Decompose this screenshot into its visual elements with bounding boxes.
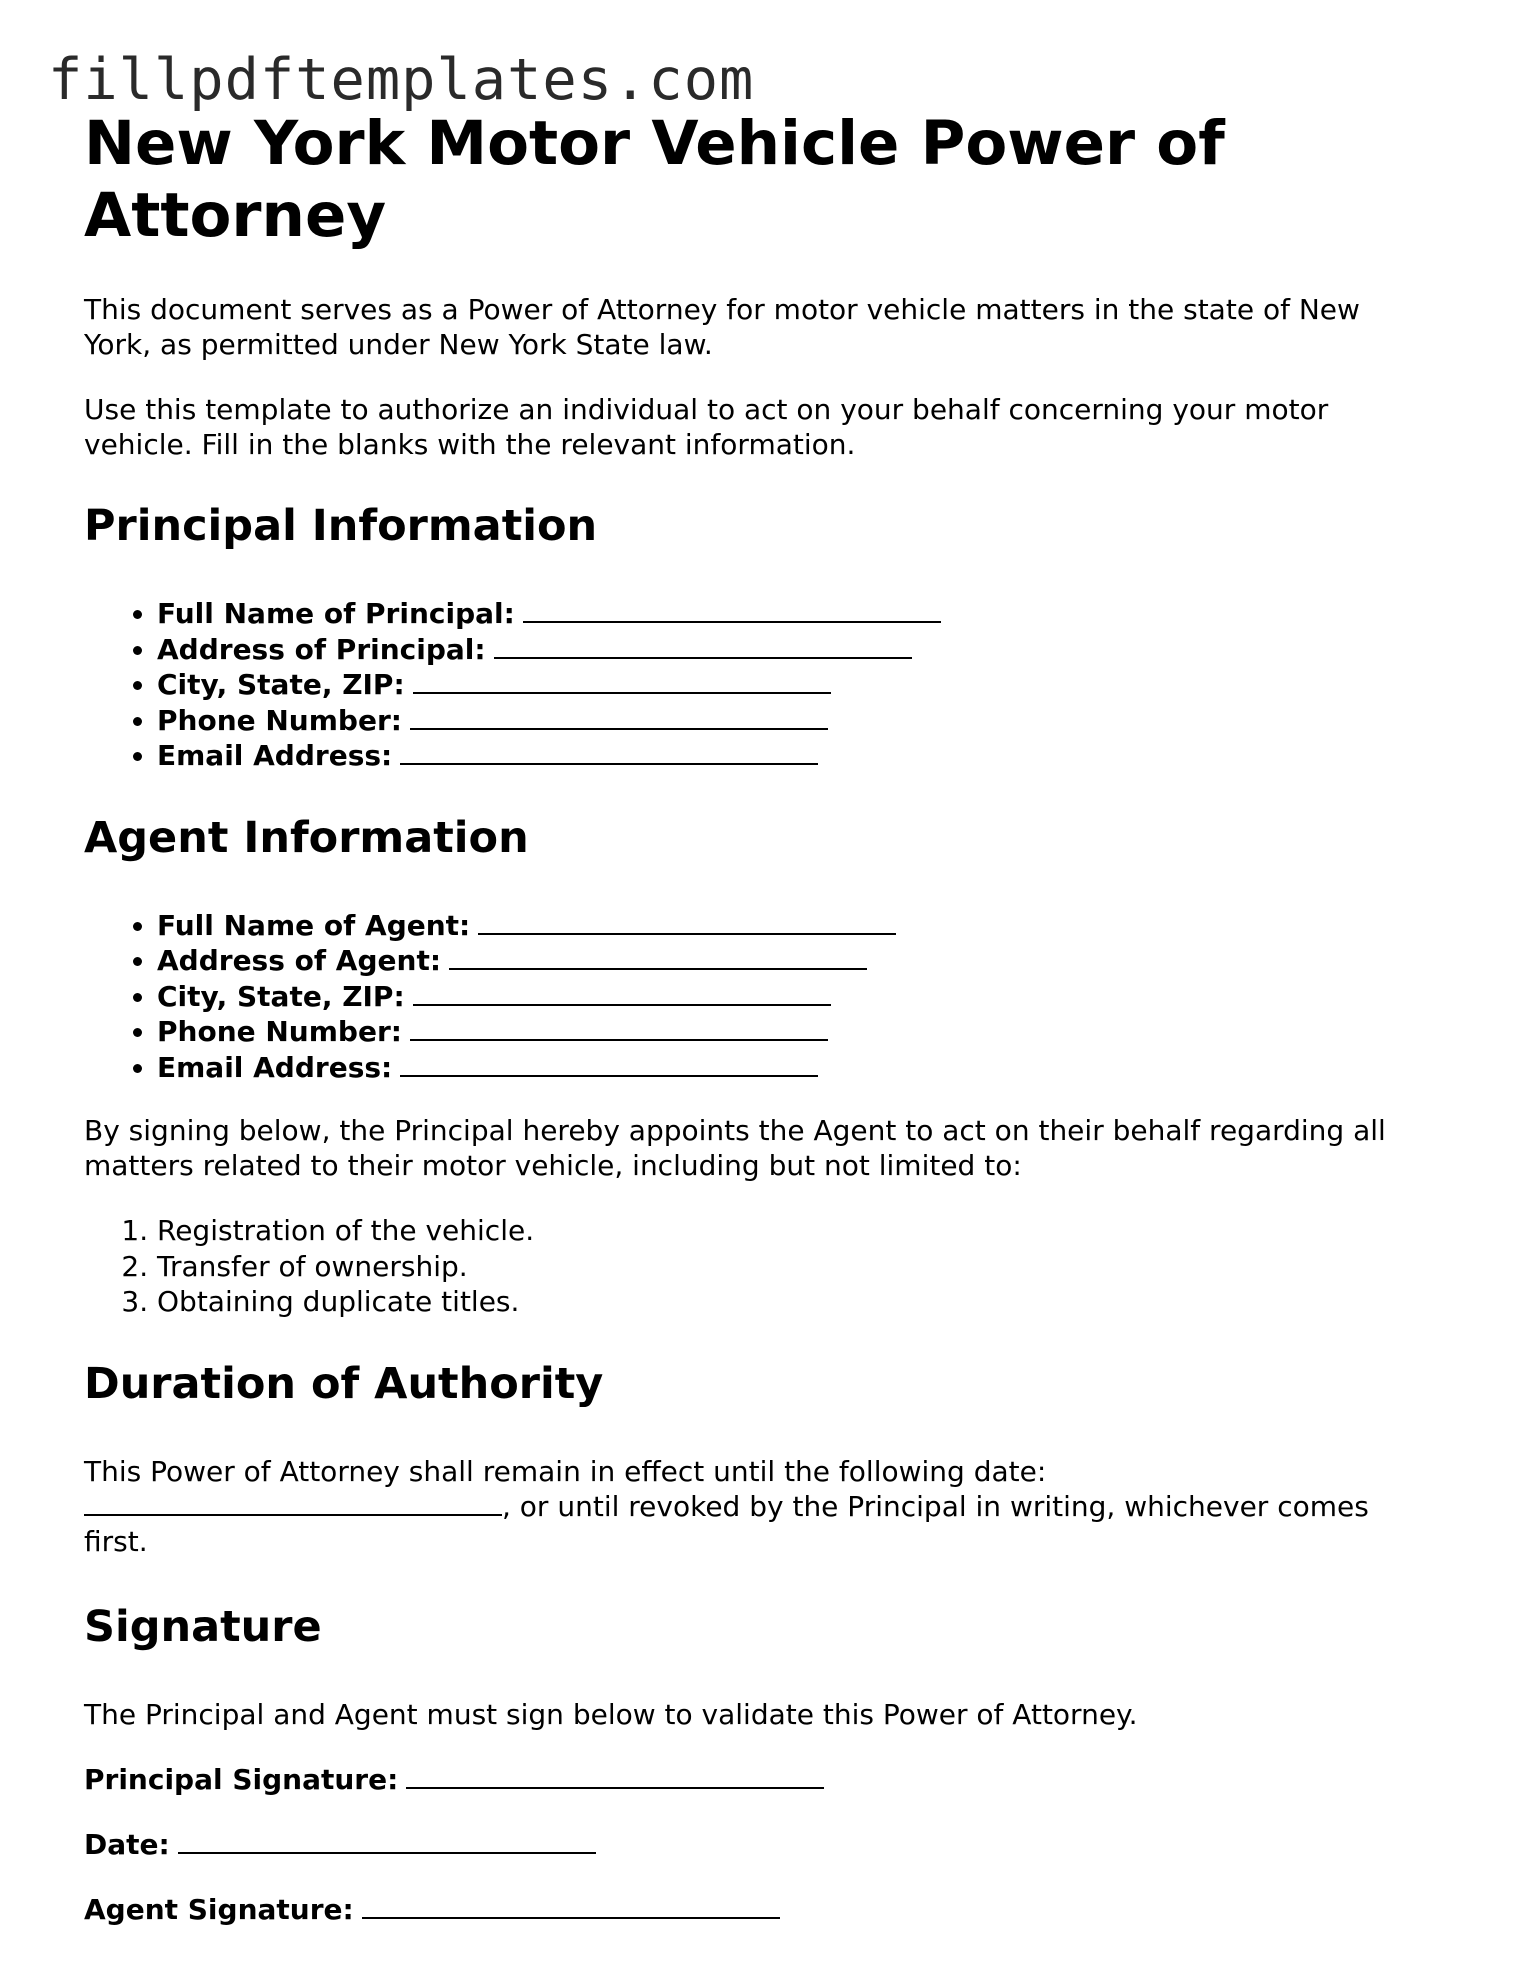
appointment-paragraph: By signing below, the Principal hereby appoints the Agent to act on their behalf regarding all matters related to their motor vehicle, including but not limited to:	[84, 1114, 1386, 1182]
intro-paragraph-2: Use this template to authorize an individual to act on your behalf concerning your motor vehicle. Fill in the blanks with the relevant information.	[84, 393, 1329, 461]
principal-field-list	[84, 596, 1434, 774]
agent-field-list	[84, 908, 1434, 1086]
fill-in-blank[interactable]	[400, 1051, 818, 1077]
duration-heading: Duration of Authority	[84, 1358, 604, 1409]
principal-signature-line: Principal Signature:	[84, 1762, 1434, 1797]
signature-paragraph: The Principal and Agent must sign below to validate this Power of Attorney.	[84, 1697, 1138, 1731]
fill-in-blank[interactable]	[413, 980, 831, 1006]
list-item: • Address of Principal:	[157, 632, 1434, 668]
fill-in-blank[interactable]	[410, 704, 828, 730]
fill-in-blank[interactable]	[494, 633, 912, 659]
site-watermark: fillpdftemplates.com	[48, 47, 755, 113]
agent-signature-line: Agent Signature:	[84, 1892, 1434, 1927]
list-item: • Full Name of Principal:	[157, 596, 1434, 632]
date-line: Date:	[84, 1827, 1434, 1862]
agent-heading: Agent Information	[84, 812, 529, 863]
fill-in-blank[interactable]	[178, 1828, 596, 1854]
duration-paragraph: This Power of Attorney shall remain in effect until the following date: , or until revoked by the Principal in writing, whichever comes first.	[84, 1454, 1369, 1558]
document-page	[84, 108, 1434, 1957]
list-item: • Phone Number:	[157, 1014, 1434, 1050]
fill-in-blank[interactable]	[400, 739, 818, 765]
fill-in-blank[interactable]	[406, 1763, 824, 1789]
list-item: • Address of Agent:	[157, 943, 1434, 979]
list-item: 3. Obtaining duplicate titles.	[157, 1284, 1434, 1320]
fill-in-blank[interactable]	[478, 909, 896, 935]
principal-heading: Principal Information	[84, 501, 598, 551]
intro-paragraph-1: This document serves as a Power of Attorney for motor vehicle matters in the state of New York, as permitted under New York State law.	[84, 293, 1360, 361]
fill-in-blank[interactable]	[410, 1015, 828, 1041]
document-title: New York Motor Vehicle Power of Attorney	[84, 108, 1225, 251]
list-item: • Full Name of Agent:	[157, 908, 1434, 944]
signature-heading: Signature	[84, 1601, 322, 1652]
list-item: • City, State, ZIP:	[157, 667, 1434, 703]
list-item: 1. Registration of the vehicle.	[157, 1213, 1434, 1249]
fill-in-blank[interactable]	[523, 597, 941, 623]
fill-in-blank[interactable]	[413, 668, 831, 694]
list-item: • City, State, ZIP:	[157, 979, 1434, 1015]
list-item: • Email Address:	[157, 1050, 1434, 1086]
fill-in-blank[interactable]	[84, 1490, 502, 1516]
appointment-list	[84, 1213, 1434, 1320]
fill-in-blank[interactable]	[362, 1893, 780, 1919]
list-item: • Phone Number:	[157, 703, 1434, 739]
list-item: • Email Address:	[157, 738, 1434, 774]
list-item: 2. Transfer of ownership.	[157, 1249, 1434, 1285]
fill-in-blank[interactable]	[449, 944, 867, 970]
